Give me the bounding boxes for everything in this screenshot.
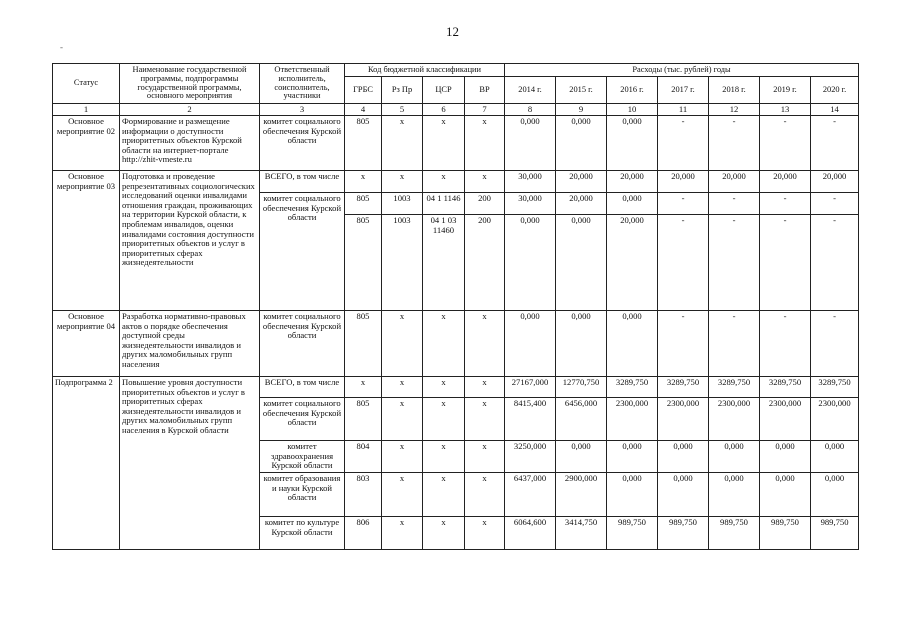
- header-year: 2016 г.: [607, 77, 658, 104]
- row-executor: комитет социального обеспечения Курской области: [260, 398, 345, 441]
- header-csr: ЦСР: [423, 77, 465, 104]
- cell-value: 3289,750: [607, 377, 658, 398]
- cell-value: 3289,750: [760, 377, 811, 398]
- cell-value: 989,750: [607, 517, 658, 550]
- budget-table: [52, 63, 859, 550]
- cell-value: 2900,000: [556, 473, 607, 517]
- cell-value: -: [658, 311, 709, 377]
- cell-value: 0,000: [505, 215, 556, 311]
- cell-value: 989,750: [709, 517, 760, 550]
- column-number: 9: [556, 104, 607, 116]
- cell-vr: x: [465, 311, 505, 377]
- row-executor: ВСЕГО, в том числе: [260, 171, 345, 193]
- cell-value: 0,000: [556, 441, 607, 473]
- column-number: 11: [658, 104, 709, 116]
- cell-value: 0,000: [658, 441, 709, 473]
- row-executor: комитет социального обеспечения Курской области: [260, 116, 345, 171]
- cell-value: -: [760, 116, 811, 171]
- cell-vr: x: [465, 473, 505, 517]
- column-number: 10: [607, 104, 658, 116]
- cell-value: 0,000: [505, 311, 556, 377]
- cell-value: 20,000: [607, 171, 658, 193]
- column-number: 6: [423, 104, 465, 116]
- row-executor: комитет образования и науки Курской области: [260, 473, 345, 517]
- column-number: 12: [709, 104, 760, 116]
- cell-value: -: [709, 116, 760, 171]
- cell-rzpr: x: [382, 398, 423, 441]
- header-budget-code: Код бюджетной классификации: [345, 64, 505, 77]
- row-name: Формирование и размещение информации о доступности приоритетных объектов Курской области на интернет-портале http://zhit-vmeste.ru: [120, 116, 260, 171]
- column-number: 8: [505, 104, 556, 116]
- cell-grbs: x: [345, 171, 382, 193]
- cell-rzpr: x: [382, 116, 423, 171]
- row-name: Повышение уровня доступности приоритетных объектов и услуг в приоритетных сферах жизнедеятельности инвалидов и других маломобильных групп населения в Курской области: [120, 377, 260, 550]
- cell-vr: x: [465, 116, 505, 171]
- cell-grbs: 805: [345, 193, 382, 215]
- cell-rzpr: x: [382, 377, 423, 398]
- header-year: 2014 г.: [505, 77, 556, 104]
- row-executor: комитет по культуре Курской области: [260, 517, 345, 550]
- row-executor: ВСЕГО, в том числе: [260, 377, 345, 398]
- cell-value: -: [658, 193, 709, 215]
- row-executor: комитет здравоохранения Курской области: [260, 441, 345, 473]
- cell-vr: x: [465, 171, 505, 193]
- cell-rzpr: x: [382, 441, 423, 473]
- cell-value: 0,000: [607, 193, 658, 215]
- cell-rzpr: 1003: [382, 193, 423, 215]
- header-vr: ВР: [465, 77, 505, 104]
- cell-value: 0,000: [556, 311, 607, 377]
- cell-value: 2300,000: [709, 398, 760, 441]
- column-number: 4: [345, 104, 382, 116]
- cell-csr: x: [423, 441, 465, 473]
- cell-vr: x: [465, 377, 505, 398]
- header-grbs: ГРБС: [345, 77, 382, 104]
- cell-value: 8415,400: [505, 398, 556, 441]
- cell-csr: x: [423, 171, 465, 193]
- cell-value: -: [709, 311, 760, 377]
- column-number: 1: [53, 104, 120, 116]
- cell-csr: x: [423, 398, 465, 441]
- header-year: 2019 г.: [760, 77, 811, 104]
- cell-csr: 04 1 1146: [423, 193, 465, 215]
- header-status: Статус: [53, 64, 120, 104]
- cell-value: 20,000: [658, 171, 709, 193]
- cell-value: 0,000: [709, 441, 760, 473]
- cell-value: -: [811, 193, 859, 215]
- header-executor: Ответственный исполнитель, соисполнитель, участники: [260, 64, 345, 104]
- cell-value: -: [760, 215, 811, 311]
- cell-value: 6437,000: [505, 473, 556, 517]
- row-status: Основное мероприятие 03: [53, 171, 120, 311]
- cell-value: 0,000: [811, 441, 859, 473]
- cell-value: 12770,750: [556, 377, 607, 398]
- cell-vr: 200: [465, 215, 505, 311]
- cell-value: 0,000: [709, 473, 760, 517]
- cell-value: 2300,000: [760, 398, 811, 441]
- table-row: [53, 377, 859, 398]
- cell-vr: x: [465, 398, 505, 441]
- cell-csr: x: [423, 473, 465, 517]
- header-year: 2017 г.: [658, 77, 709, 104]
- cell-value: -: [658, 215, 709, 311]
- cell-value: 6064,600: [505, 517, 556, 550]
- cell-value: 0,000: [607, 473, 658, 517]
- cell-csr: 04 1 03 11460: [423, 215, 465, 311]
- table-row: [53, 171, 859, 193]
- cell-grbs: 804: [345, 441, 382, 473]
- row-executor: комитет социального обеспечения Курской области: [260, 311, 345, 377]
- cell-value: -: [811, 311, 859, 377]
- cell-grbs: x: [345, 377, 382, 398]
- cell-value: 0,000: [556, 116, 607, 171]
- cell-value: -: [811, 215, 859, 311]
- row-executor: комитет социального обеспечения Курской области: [260, 193, 345, 311]
- cell-value: 3289,750: [709, 377, 760, 398]
- cell-grbs: 805: [345, 311, 382, 377]
- row-status: Подпрограмма 2: [53, 377, 120, 550]
- header-expenses: Расходы (тыс. рублей) годы: [505, 64, 859, 77]
- cell-value: 20,000: [607, 215, 658, 311]
- row-name: Подготовка и проведение репрезентативных социологических исследований оценки инвалидами отношения граждан, проживающих на территории Курской области, к проблемам инвалидов, оценки инвалидами состояния доступности приоритетных объектов и услуг в приоритетных сферах жизнедеятельности: [120, 171, 260, 311]
- column-number-row: [53, 104, 859, 116]
- cell-vr: x: [465, 441, 505, 473]
- cell-value: -: [709, 193, 760, 215]
- cell-grbs: 803: [345, 473, 382, 517]
- column-number: 7: [465, 104, 505, 116]
- cell-rzpr: x: [382, 517, 423, 550]
- margin-mark: -: [60, 42, 63, 52]
- cell-value: 0,000: [607, 441, 658, 473]
- cell-value: 20,000: [556, 171, 607, 193]
- row-status: Основное мероприятие 02: [53, 116, 120, 171]
- header-year: 2018 г.: [709, 77, 760, 104]
- header-year: 2015 г.: [556, 77, 607, 104]
- cell-grbs: 806: [345, 517, 382, 550]
- column-number: 2: [120, 104, 260, 116]
- cell-value: 6456,000: [556, 398, 607, 441]
- header-rzpr: Рз Пр: [382, 77, 423, 104]
- cell-value: 2300,000: [811, 398, 859, 441]
- column-number: 14: [811, 104, 859, 116]
- row-name: Разработка нормативно-правовых актов о порядке обеспечения доступной среды жизнедеятельности инвалидов и других маломобильных групп населения: [120, 311, 260, 377]
- cell-value: 0,000: [505, 116, 556, 171]
- cell-value: 30,000: [505, 171, 556, 193]
- header-name: Наименование государственной программы, подпрограммы государственной программы, основного мероприятия: [120, 64, 260, 104]
- column-number: 5: [382, 104, 423, 116]
- cell-value: 0,000: [811, 473, 859, 517]
- column-number: 13: [760, 104, 811, 116]
- cell-rzpr: x: [382, 171, 423, 193]
- cell-value: 0,000: [760, 473, 811, 517]
- row-status: Основное мероприятие 04: [53, 311, 120, 377]
- cell-value: 989,750: [658, 517, 709, 550]
- cell-value: -: [811, 116, 859, 171]
- cell-value: 20,000: [709, 171, 760, 193]
- table-row: [53, 116, 859, 171]
- cell-csr: x: [423, 377, 465, 398]
- cell-value: 20,000: [760, 171, 811, 193]
- cell-grbs: 805: [345, 398, 382, 441]
- cell-value: -: [709, 215, 760, 311]
- cell-value: 3289,750: [658, 377, 709, 398]
- cell-value: 0,000: [556, 215, 607, 311]
- cell-value: 20,000: [556, 193, 607, 215]
- cell-rzpr: x: [382, 311, 423, 377]
- cell-value: 0,000: [760, 441, 811, 473]
- cell-value: 0,000: [658, 473, 709, 517]
- cell-rzpr: 1003: [382, 215, 423, 311]
- cell-value: 989,750: [760, 517, 811, 550]
- cell-value: -: [760, 193, 811, 215]
- cell-grbs: 805: [345, 116, 382, 171]
- cell-vr: x: [465, 517, 505, 550]
- cell-csr: x: [423, 517, 465, 550]
- cell-value: 20,000: [811, 171, 859, 193]
- cell-value: 3414,750: [556, 517, 607, 550]
- cell-value: 2300,000: [658, 398, 709, 441]
- cell-value: -: [658, 116, 709, 171]
- cell-value: -: [760, 311, 811, 377]
- cell-value: 3250,000: [505, 441, 556, 473]
- cell-value: 989,750: [811, 517, 859, 550]
- column-number: 3: [260, 104, 345, 116]
- cell-csr: x: [423, 116, 465, 171]
- page-number: 12: [446, 24, 459, 39]
- cell-value: 3289,750: [811, 377, 859, 398]
- cell-grbs: 805: [345, 215, 382, 311]
- cell-value: 30,000: [505, 193, 556, 215]
- header-year: 2020 г.: [811, 77, 859, 104]
- cell-vr: 200: [465, 193, 505, 215]
- cell-value: 2300,000: [607, 398, 658, 441]
- cell-value: 0,000: [607, 311, 658, 377]
- cell-rzpr: x: [382, 473, 423, 517]
- table-row: [53, 311, 859, 377]
- cell-value: 0,000: [607, 116, 658, 171]
- cell-value: 27167,000: [505, 377, 556, 398]
- cell-csr: x: [423, 311, 465, 377]
